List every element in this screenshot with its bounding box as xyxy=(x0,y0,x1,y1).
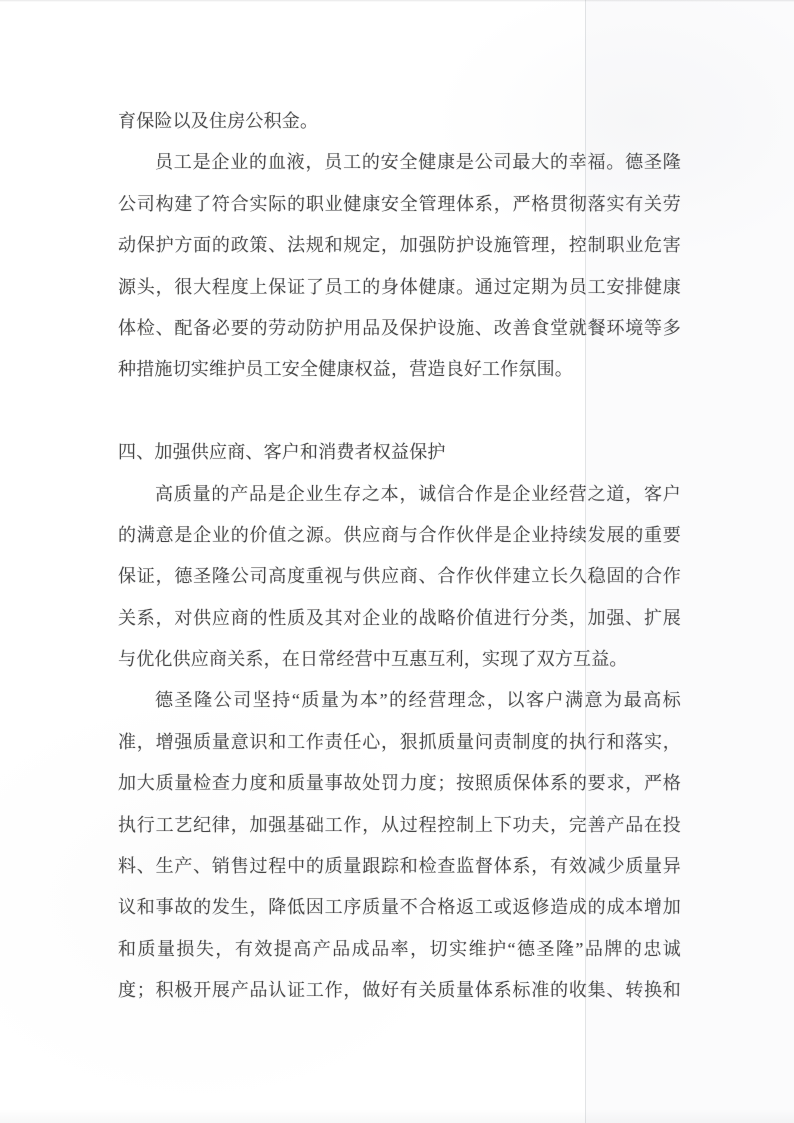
text-line: 关系，对供应商的性质及其对企业的战略价值进行分类，加强、扩展 xyxy=(118,607,681,628)
text-line: 执行工艺纪律，加强基础工作，从过程控制上下功夫，完善产品在投 xyxy=(118,814,681,835)
scan-bottom-edge-artifact xyxy=(0,1109,794,1123)
text-line: 保证，德圣隆公司高度重视与供应商、合作伙伴建立长久稳固的合作 xyxy=(118,566,681,587)
text-line: 动保护方面的政策、法规和规定，加强防护设施管理，控制职业危害 xyxy=(118,235,681,256)
text-line: 和质量损失，有效提高产品成品率，切实维护“德圣隆”品牌的忠诚 xyxy=(118,938,681,959)
text-line: 的满意是企业的价值之源。供应商与合作伙伴是企业持续发展的重要 xyxy=(118,524,681,545)
scan-top-edge-artifact xyxy=(0,0,794,2)
text-line: 德圣隆公司坚持“质量为本”的经营理念，以客户满意为最高标 xyxy=(155,690,681,711)
text-line: 员工是企业的血液，员工的安全健康是公司最大的幸福。德圣隆 xyxy=(155,152,681,173)
text-line: 高质量的产品是企业生存之本，诚信合作是企业经营之道，客户 xyxy=(155,483,681,504)
text-line: 种措施切实维护员工安全健康权益，营造良好工作氛围。 xyxy=(118,359,573,380)
text-line: 育保险以及住房公积金。 xyxy=(118,111,319,131)
text-line: 准，增强质量意识和工作责任心，狠抓质量问责制度的执行和落实， xyxy=(118,731,681,752)
section-heading: 四、加强供应商、客户和消费者权益保护 xyxy=(118,442,446,463)
text-line: 与优化供应商关系，在日常经营中互惠互利，实现了双方互益。 xyxy=(118,649,628,670)
blank-line xyxy=(118,391,681,432)
text-line: 度；积极开展产品认证工作，做好有关质量体系标准的收集、转换和 xyxy=(118,980,681,1001)
text-line: 议和事故的发生，降低因工序质量不合格返工或返修造成的成本增加 xyxy=(118,897,681,918)
text-line: 公司构建了符合实际的职业健康安全管理体系，严格贯彻落实有关劳 xyxy=(118,193,681,214)
text-line: 源头，很大程度上保证了员工的身体健康。通过定期为员工安排健康 xyxy=(118,276,681,297)
text-line: 料、生产、销售过程中的质量跟踪和检查监督体系，有效减少质量异 xyxy=(118,856,681,877)
text-column xyxy=(118,101,681,1012)
text-line: 体检、配备必要的劳动防护用品及保护设施、改善食堂就餐环境等多 xyxy=(118,317,681,338)
text-line: 加大质量检查力度和质量事故处罚力度；按照质保体系的要求，严格 xyxy=(118,773,681,794)
